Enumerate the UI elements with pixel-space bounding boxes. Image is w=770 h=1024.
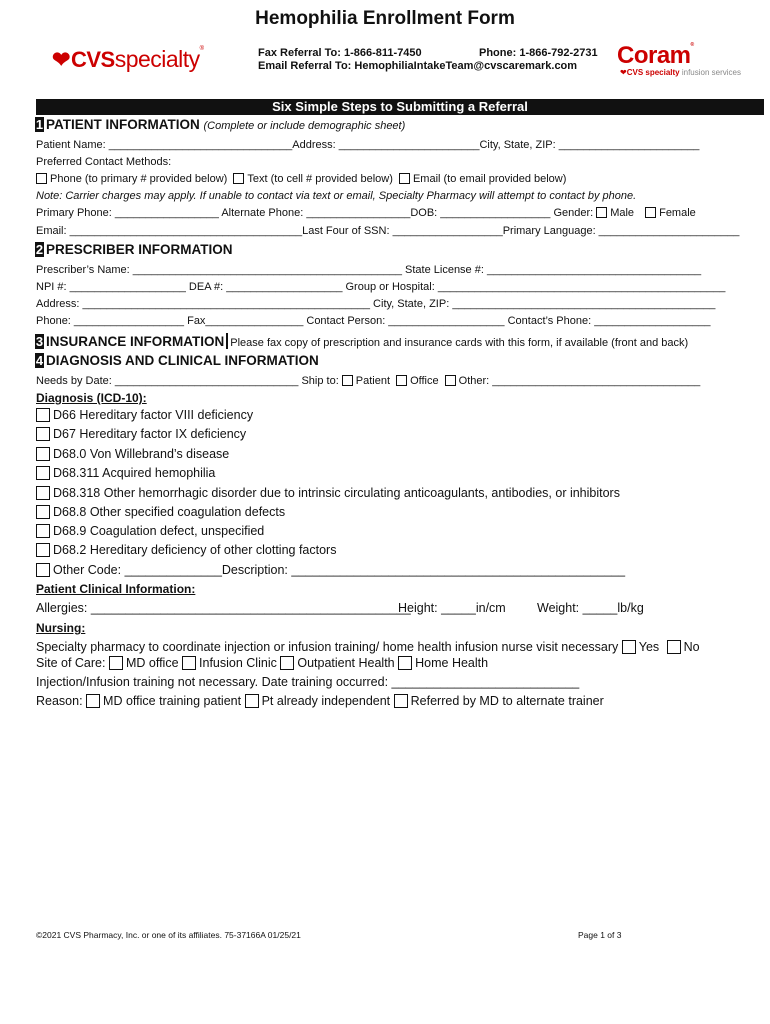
nursing-heading: Nursing:	[36, 621, 86, 635]
carrier-note: Note: Carrier charges may apply. If unable to contact via text or email, Specialty Pharmacy will attempt to contact by phone.	[36, 190, 637, 202]
reason-referred-checkbox[interactable]	[394, 694, 408, 708]
section-patient-information: 1 PATIENT INFORMATION (Complete or include demographic sheet)	[35, 117, 406, 132]
diagnosis-item[interactable]: D68.8 Other specified coagulation defects	[36, 505, 285, 519]
text-checkbox[interactable]	[233, 173, 244, 184]
phone-checkbox[interactable]	[36, 173, 47, 184]
email-checkbox[interactable]	[399, 173, 410, 184]
diagnosis-checkbox[interactable]	[36, 505, 50, 519]
site-outpatient-checkbox[interactable]	[280, 656, 294, 670]
email-line[interactable]: Email: ______________________________________Last Four of SSN: __________________Primary Language: _______________________	[36, 225, 740, 237]
footer-copyright: ©2021 CVS Pharmacy, Inc. or one of its affiliates. 75-37166A 01/25/21	[36, 930, 301, 940]
diagnosis-item[interactable]: D66 Hereditary factor VIII deficiency	[36, 408, 253, 422]
npi-line[interactable]: NPI #: ___________________ DEA #: ___________________ Group or Hospital: _______________________________________________	[36, 281, 726, 293]
site-infusion-clinic-checkbox[interactable]	[182, 656, 196, 670]
ship-patient-checkbox[interactable]	[342, 375, 353, 386]
diagnosis-checkbox[interactable]	[36, 447, 50, 461]
weight-field[interactable]: Weight: _____lb/kg	[537, 601, 644, 615]
diagnosis-item[interactable]: Other Code: ______________Description: ________________________________________________	[36, 563, 625, 577]
diagnosis-item[interactable]: D68.9 Coagulation defect, unspecified	[36, 524, 264, 538]
prescriber-phone-line[interactable]: Phone: __________________ Fax________________ Contact Person: ___________________ Contact’s Phone: ___________________	[36, 315, 711, 327]
site-md-office-checkbox[interactable]	[109, 656, 123, 670]
male-checkbox[interactable]	[596, 207, 607, 218]
diagnosis-checkbox[interactable]	[36, 466, 50, 480]
prescriber-address-line[interactable]: Address: _______________________________________________ City, State, ZIP: ___________________________________________	[36, 298, 716, 310]
diagnosis-checkbox[interactable]	[36, 427, 50, 441]
diagnosis-item[interactable]: D68.0 Von Willebrand’s disease	[36, 447, 229, 461]
patient-name-line[interactable]: Patient Name: ______________________________Address: _______________________City, State, ZIP: _______________________	[36, 139, 700, 151]
height-field[interactable]: Height: _____in/cm	[398, 601, 506, 615]
page-number: Page 1 of 3	[578, 930, 622, 940]
nursing-question: Specialty pharmacy to coordinate injection or infusion training/ home health infusion nurse visit necessary Yes No	[36, 640, 700, 654]
reason-md-office-checkbox[interactable]	[86, 694, 100, 708]
section-diagnosis-clinical: 4 DIAGNOSIS AND CLINICAL INFORMATION	[35, 353, 319, 368]
ship-office-checkbox[interactable]	[396, 375, 407, 386]
section-insurance-information: 3 INSURANCE INFORMATION Please fax copy of prescription and insurance cards with this form, if available (front and back)	[35, 334, 689, 349]
fax-referral: Fax Referral To: 1-866-811-7450	[258, 47, 422, 59]
needs-by-line: Needs by Date: ______________________________ Ship to: Patient Office Other: __________________________________	[36, 375, 701, 387]
training-date-field[interactable]: Injection/Infusion training not necessary. Date training occurred: ___________________________	[36, 675, 580, 689]
reason-independent-checkbox[interactable]	[245, 694, 259, 708]
diagnosis-checkbox[interactable]	[36, 563, 50, 577]
primary-phone-line[interactable]: Primary Phone: _________________ Alternate Phone: _________________DOB: __________________ Gender: Male Female	[36, 207, 696, 219]
reason-row: Reason: MD office training patient Pt already independent Referred by MD to alternate trainer	[36, 694, 604, 708]
nursing-yes-checkbox[interactable]	[622, 640, 636, 654]
email-referral: Email Referral To: HemophiliaIntakeTeam@cvscaremark.com	[258, 60, 578, 72]
cvs-specialty-logo: ❤CVSspecialty®	[52, 46, 204, 72]
phone-number: Phone: 1-866-792-2731	[479, 47, 598, 59]
section-prescriber-information: 2 PRESCRIBER INFORMATION	[35, 242, 233, 257]
nursing-no-checkbox[interactable]	[667, 640, 681, 654]
diagnosis-item[interactable]: D68.2 Hereditary deficiency of other clotting factors	[36, 543, 336, 557]
diagnosis-checkbox[interactable]	[36, 408, 50, 422]
diagnosis-checkbox[interactable]	[36, 486, 50, 500]
allergies-field[interactable]: Allergies: ______________________________________________	[36, 601, 411, 615]
steps-bar: Six Simple Steps to Submitting a Referral	[36, 99, 764, 115]
preferred-contact-label: Preferred Contact Methods:	[36, 156, 172, 168]
diagnosis-checkbox[interactable]	[36, 543, 50, 557]
prescriber-name-line[interactable]: Prescriber’s Name: ____________________________________________ State License #: ___________________________________	[36, 264, 702, 276]
female-checkbox[interactable]	[645, 207, 656, 218]
form-title: Hemophilia Enrollment Form	[255, 8, 515, 29]
coram-subtitle: ❤CVS specialty infusion services	[620, 68, 741, 77]
contact-methods-row: Phone (to primary # provided below) Text (to cell # provided below) Email (to email provided below)	[36, 173, 566, 185]
ship-other-checkbox[interactable]	[445, 375, 456, 386]
diagnosis-item[interactable]: D67 Hereditary factor IX deficiency	[36, 427, 246, 441]
diagnosis-item[interactable]: D68.311 Acquired hemophilia	[36, 466, 215, 480]
diagnosis-checkbox[interactable]	[36, 524, 50, 538]
site-of-care-row: Site of Care: MD office Infusion Clinic Outpatient Health Home Health	[36, 656, 489, 670]
diagnosis-item[interactable]: D68.318 Other hemorrhagic disorder due to intrinsic circulating anticoagulants, antibodies, or inhibitors	[36, 486, 620, 500]
site-home-health-checkbox[interactable]	[398, 656, 412, 670]
coram-logo: Coram®	[617, 42, 694, 69]
diagnosis-heading: Diagnosis (ICD-10):	[36, 391, 147, 405]
heart-icon: ❤	[52, 47, 70, 72]
heart-icon: ❤	[620, 68, 627, 77]
clinical-info-heading: Patient Clinical Information:	[36, 582, 196, 596]
